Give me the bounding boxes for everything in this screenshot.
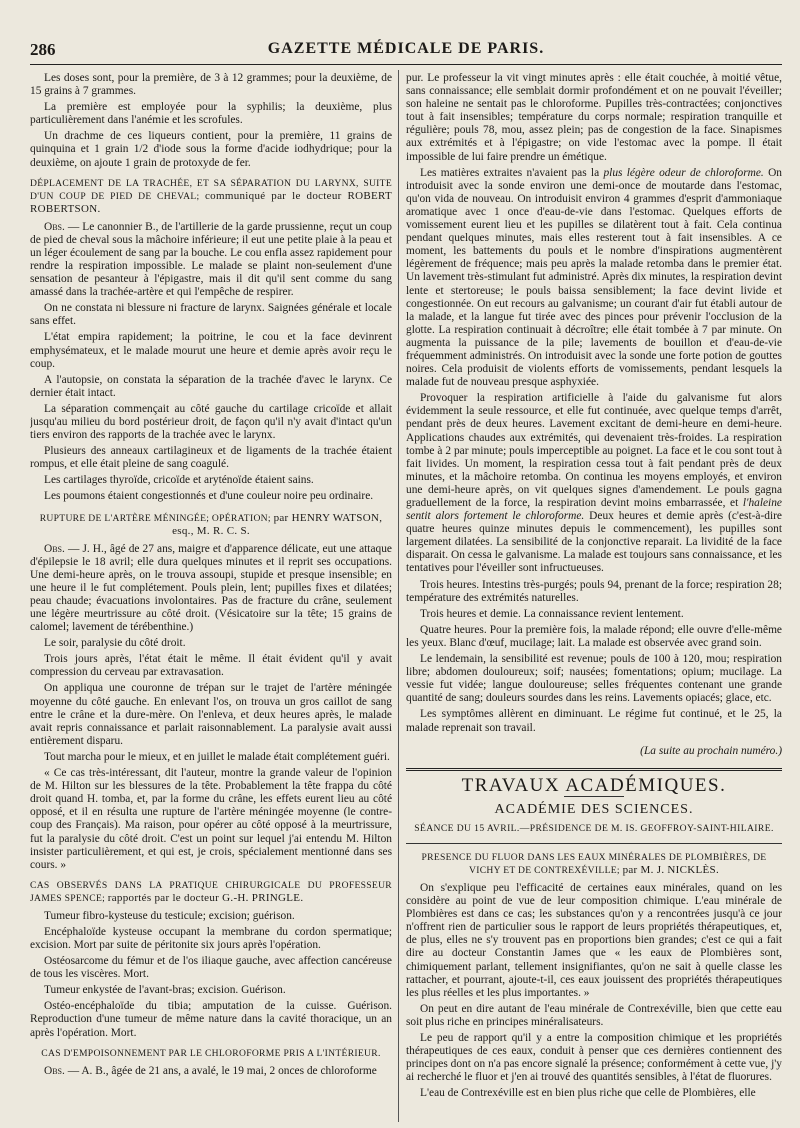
paragraph: Les doses sont, pour la première, de 3 à 12 grammes; pour la deuxième, de 15 grains à 7 grammes. xyxy=(30,72,392,98)
paragraph xyxy=(30,221,392,300)
paragraph: Un drachme de ces liqueurs contient, pour la première, 11 grains de quinquina et 1 grain 1/2 d'iode sous la forme d'acide iodhydrique; pour la deuxième, on ajoute 1 grain de protoxyde de fer. xyxy=(30,130,392,169)
session-rule xyxy=(406,843,782,844)
article-byline: par HENRY WATSON, esq., M. R. C. S. xyxy=(172,511,383,537)
obs-label: Obs. — xyxy=(44,1064,80,1077)
section-divider xyxy=(406,768,782,771)
paragraph: L'état empira rapidement; la poitrine, le cou et la face devinrent emphysémateux, et le malade mourut une heure et demie après avoir reçu le coup. xyxy=(30,331,392,370)
paragraph xyxy=(30,1065,392,1078)
paragraph: Ostéo-encéphaloïde du tibia; amputation de la cuisse. Guérison. Reproduction d'une tumeur de même nature dans la cavité thoracique, un an après l'opération. Mort. xyxy=(30,1000,392,1039)
continuation-note: (La suite au prochain numéro.) xyxy=(640,744,782,757)
paragraph: Tout marcha pour le mieux, et en juillet le malade était complétement guéri. xyxy=(44,750,390,763)
article-heading xyxy=(406,852,782,877)
obs-text: J. H., âgé de 27 ans, maigre et d'apparence délicate, eut une attaque d'épilepsie le 18 avril; elle dura quelques minutes et il reprit ses occupations. Une demi-heure après, on le trouva assoupi, stupide et presque insensible; en une heure il le fut complétement. Pouls plein, lent; pupilles fixes et dilatées; peau chaude; évacuations involontaires. Pas de fracture du crâne, seulement une légère meurtrissure au côté droit. (Vésicatoire sur la tête; 15 grains de calomel; lavement de térébenthine.) xyxy=(30,542,392,634)
paragraph-part: Les matières extraites n'avaient pas la xyxy=(420,166,600,179)
paragraph xyxy=(406,392,782,575)
article-heading xyxy=(30,512,392,538)
paragraph: Trois heures. Intestins très-purgés; pouls 94, prenant de la force; respiration 28; température des extrémités naturelles. xyxy=(406,578,782,604)
paragraph xyxy=(406,167,782,390)
paragraph: Le peu de rapport qu'il y a entre la composition chimique et les propriétés thérapeutiques de ces eaux, conduit à penser que ces dernières contiennent des principes dont on n'a pas encore signalé la présence; conformément à cette vue, j'y ai recherché le fluor et j'en ai trouvé des quantités sensibles, à l'état de fluorures. xyxy=(406,1032,782,1084)
paragraph: Quatre heures. Pour la première fois, la malade répond; elle ouvre d'elle-même les yeux. Blanc d'œuf, mucilage; lait. La malade est observée avec grand soin. xyxy=(406,623,782,649)
paragraph: On appliqua une couronne de trépan sur le trajet de l'artère méningée moyenne du côté gauche. En enlevant l'os, on trouva un gros caillot de sang entre le crâne et la dure-mère. On l'enleva, et deux heures après, le malade avait repris connaissance et parlait raisonnablement. La paralysie avait aussi entièrement disparu. xyxy=(30,682,392,747)
paragraph: Ostéosarcome du fémur et de l'os iliaque gauche, avec affection cancéreuse de tous les viscères. Mort. xyxy=(30,955,392,981)
page-header xyxy=(30,40,782,62)
paragraph-part: Deux heures et demie après (c'est-à-dire quatre heures quinze minutes depuis le commencement), les pupilles sont largement dilatées. La sensibilité de la conjonctive reparait. La lividité de la face disparait. On cessa le galvanisme. La malade est toujours sans connaissance, et les tentatives pour l'éveiller sont infructueuses. xyxy=(406,510,782,575)
article-heading-title: PRESENCE DU FLUOR DANS LES EAUX MINÉRALES DE PLOMBIÈRES, DE VICHY ET DE CONTREXÉVILLE; xyxy=(421,851,767,876)
paragraph: L'eau de Contrexéville est en bien plus riche que celle de Plombières, elle xyxy=(420,1087,756,1100)
right-column xyxy=(406,72,782,1120)
article-byline: rapportés par le docteur G.-H. PRINGLE. xyxy=(107,891,304,904)
paragraph: On ne constata ni blessure ni fracture de larynx. Saignées générale et locale sans effet. xyxy=(30,302,392,328)
left-column xyxy=(30,72,392,1120)
paragraph: A l'autopsie, on constata la séparation de la trachée d'avec le larynx. Ce dernier était intact. xyxy=(30,373,392,399)
paragraph: Encéphaloïde kysteuse occupant la membrane du cordon spermatique; excision. Mort par suite de péritonite six jours après l'opération. xyxy=(30,925,392,951)
paragraph: Trois heures et demie. La connaissance revient lentement. xyxy=(420,607,684,620)
article-heading: CAS D'EMPOISONNEMENT PAR LE CHLOROFORME PRIS A L'INTÉRIEUR. xyxy=(41,1047,381,1059)
article-heading xyxy=(30,880,392,905)
paragraph: On s'explique peu l'efficacité de certaines eaux minérales, quand on les considère au point de vue de leur composition chimique. L'eau minérale de Plombières est dans ce cas; les substances qu'on y a rencontrées jusqu'à ce jour n'offrent rien de particulier sous le rapport de leurs propriétés thérapeutiques, et, de plus, elles ne s'y trouvent pas en proportions bien grandes; c'est ce qui a fait dire au docteur Constantin James que « les eaux de Plombières sont, chimiquement parlant, tellement insignifiantes, qu'on ne sait à quelle classe les rattacher, et pourrant, ajoute-t-il, ces eaux jouissent des propriétés thérapeutiques les plus réelles et les plus importantes. » xyxy=(406,881,782,999)
article-heading-title: RUPTURE DE L'ARTÈRE MÉNINGÉE; OPÉRATION; xyxy=(39,512,271,524)
paragraph: Plusieurs des anneaux cartilagineux et de ligaments de la trachée étaient rompus, et elle était pleine de sang coagulé. xyxy=(30,445,392,471)
article-heading xyxy=(30,178,392,216)
paragraph: Les symptômes allèrent en diminuant. Le régime fut continué, et le 25, la malade reprenait son travail. xyxy=(406,708,782,734)
header-rule xyxy=(30,64,782,65)
paragraph-part: On introduisit avec la sonde environ une demi-once de moutarde dans l'estomac, qu'on vida de nouveau. On introduisit environ 4 grammes d'esprit d'ammoniaque aromatique avec 1 once d'eau-de-vie dans l'estomac. Quelques efforts de vomissement eurent lieu et les pupilles se dilatèrent tout à fait. Cela continua pendant quelques minutes, mais elles resterent tout à fait insensibles. A ce moment, les battements du pouls et le nombre d'inspirations augmentèrent légèrement de fréquence; mais peu après la malade retomba dans le premier état. Un lavement très-stimulant fut administré. Après dix minutes, la respiration devint lente et stertoreuse; le pouls baissa sensiblement; la face devint livide et congestionnée. On eut recours au galvanisme; un courant d'air fut établi autour de la malade, et la langue fut tirée avec des pinces pour prévenir l'occlusion de la glotte. La respiration continuait à décroître; elle était tombée à 7 par minute. On augmenta la puissance de la pile; lavements de bouillon et d'eau-de-vie fréquemment administrés. On introduisit avec la sonde une forte potion de gouttes noires. Cela produisit de violents efforts de vomissements, pendant lesquels la malade fut de nouveau presque asphyxiée. xyxy=(406,166,782,389)
paragraph: La séparation commençait au côté gauche du cartilage cricoïde et allait jusqu'au milieu du bord postérieur droit, de façon qu'il n'y avait d'intact qu'un tiers environ des rapports de la trachée avec le larynx. xyxy=(30,402,392,442)
paragraph: Le lendemain, la sensibilité est revenue; pouls de 100 à 120, mou; respiration libre; abdomen douloureux; soif; nausées; fomentations; opium; mucilage. La vessie fut vidée; langue douloureuse; selles fréquentes contenant une grande quantité de sang; douleurs sourdes dans les reins. Lavements opiacés; glace, etc. xyxy=(406,653,782,705)
obs-label: Obs. — xyxy=(44,542,80,555)
paragraph: Les cartilages thyroïde, cricoïde et aryténoïde étaient sains. xyxy=(44,474,314,487)
article-heading-title: CAS OBSERVÉS DANS LA PRATIQUE CHIRURGICALE DU PROFESSEUR JAMES SPENCE; xyxy=(30,879,392,904)
paragraph: On peut en dire autant de l'eau minérale de Contrexéville, bien que cette eau soit plus riche en principes minéralisateurs. xyxy=(406,1002,782,1028)
section-title: TRAVAUX ACADÉMIQUES. xyxy=(461,774,727,796)
paragraph: Les poumons étaient congestionnés et d'une couleur noire peu ordinaire. xyxy=(44,490,374,503)
quotation: « Ce cas très-intéressant, dit l'auteur, montre la grande valeur de l'opinion de M. Hilton sur les blessures de la tête. Probablement la tête frappa du côté droit quand H. tomba, et, par la forme du crâne, les effets eurent lieu au côté opposé, et il en résulta une rupture de l'artère méningée moyenne (le contre-coup des Français). Ma raison, pour opérer au côté opposé à la meurtrissure, fut la paralysie du côté droit. C'est un point sur lequel j'ai entendu M. Hilton insister particulièrement, et qui est, je crois, spécialement mentionné dans ses cours. » xyxy=(30,767,392,871)
title-rule xyxy=(564,796,624,797)
obs-text: A. B., âgée de 21 ans, a avalé, le 19 mai, 2 onces de chloroforme xyxy=(81,1064,377,1077)
paragraph xyxy=(30,543,392,635)
paragraph: Le soir, paralysie du côté droit. xyxy=(44,637,186,650)
paragraph: Tumeur enkystée de l'avant-bras; excision. Guérison. xyxy=(44,984,286,997)
paragraph: Tumeur fibro-kysteuse du testicule; excision; guérison. xyxy=(44,909,295,922)
paragraph: La première est employée pour la syphilis; la deuxième, plus particulièrement dans l'anémie et les scrofules. xyxy=(30,101,392,127)
article-byline: communiqué par le docteur ROBERT ROBERTSON. xyxy=(30,189,392,215)
session-line: SÉANCE DU 15 AVRIL.—PRÉSIDENCE DE M. IS. GEOFFROY-SAINT-HILAIRE. xyxy=(414,822,774,834)
paragraph: Trois jours après, l'état était le même. Il était évident qu'il y avait compression du cerveau par extravasation. xyxy=(30,653,392,679)
article-heading-title: DÉPLACEMENT DE LA TRACHÉE, ET SA SÉPARATION DU LARYNX, SUITE D'UN COUP DE PIED DE CHEVAL; xyxy=(30,177,392,202)
obs-text: Le canonnier B., de l'artillerie de la garde prussienne, reçut un coup de pied de cheval sous la mâchoire inférieure; il eut une petite plaie à la peau et un léger écoulement de sang par la bouche. Le cou enfla assez rapidement pour rendre la respiration impossible. Le malade se plaint non-seulement d'une sensation de pesanteur à l'épigastre, mais il dit qu'il sent comme du sang amassé dans la trachée-artère et qui l'empêche de respirer. xyxy=(30,220,392,299)
academy-title: ACADÉMIE DES SCIENCES. xyxy=(494,801,694,817)
journal-title: GAZETTE MÉDICALE DE PARIS. xyxy=(267,40,545,57)
obs-label: Obs. — xyxy=(44,220,80,233)
paragraph: pur. Le professeur la vit vingt minutes après : elle était couchée, à moitié vêtue, sans connaissance; elle semblait dormir profondément et on ne pouvait l'éveiller; son haleine ne sentait pas le chloroforme. Pupilles très-contractées; conjonctives tout à fait insensibles; température du corps normale; respiration tranquille et régulière; pouls 78, mou, assez plein; pas de congestion de la face. Sinapismes aux extrémités et à l'épigastre; on vide l'estomac avec la pompe. Il était impossible de lui faire prendre un émétique. xyxy=(406,72,782,163)
column-divider xyxy=(398,70,399,1122)
article-byline: par M. J. NICKLÈS. xyxy=(622,863,720,876)
emphasis: plus légère odeur de chloroforme. xyxy=(603,166,764,179)
emphasis: l'haleine sentit alors fortement le chloroforme. xyxy=(406,497,782,523)
page-number: 286 xyxy=(30,40,56,59)
paragraph-part: Provoquer la respiration artificielle à l'aide du galvanisme fut alors évidemment la seule ressource, et elle fut continuée, avec quelque temps d'arrêt, pendant près de deux heures. Lavement excitant de demi-heure en demi-heure. Applications chaudes aux extrémités, qui devenaient très-froides. La respiration tombe à 2 par minute; pouls imperceptible au poignet. La face et le cou sont tout à fait livides. Un moment, la respiration cessa tout à fait pendant près de deux minutes, et la mâchoire retomba. On continua les moyens employés, et environ une demi-heure après, on vit quelques signes d'amendement. Le pouls gagna graduellement de la force, la respiration devint moins embarrassée, et xyxy=(406,392,782,509)
